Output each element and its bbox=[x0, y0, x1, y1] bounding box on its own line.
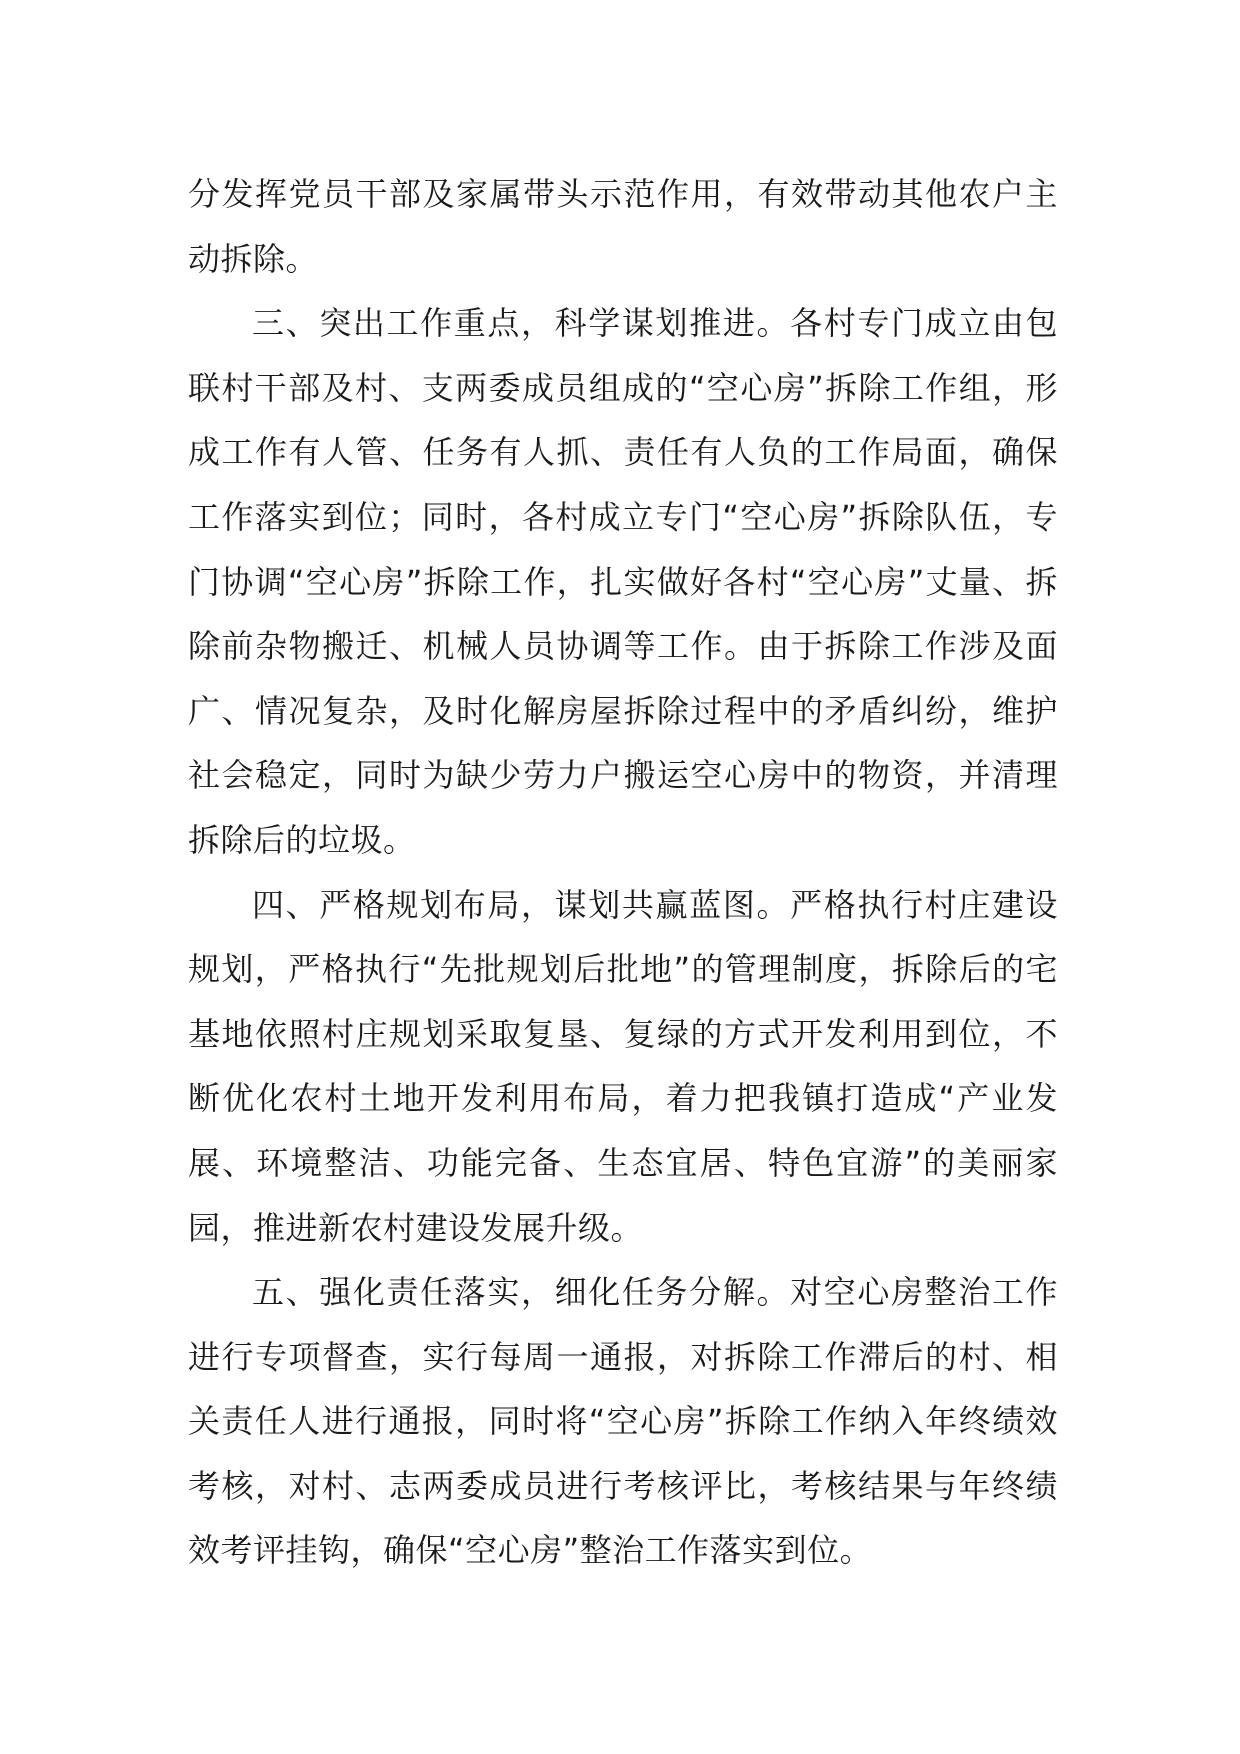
paragraph-continuation: 分发挥党员干部及家属带头示范作用，有效带动其他农户主动拆除。 bbox=[188, 175, 1058, 278]
paragraph-section-three: 三、突出工作重点，科学谋划推进。各村专门成立由包联村干部及村、支两委成员组成的“空心房”拆除工作组，形成工作有人管、任务有人抓、责任有人负的工作局面，确保工作落实到位；同时，各村成立专门“空心房”拆除队伍，专门协调“空心房”拆除工作，扎实做好各村“空心房”丈量、拆除前杂物搬迁、机械人员协调等工作。由于拆除工作涉及面广、情况复杂，及时化解房屋拆除过程中的矛盾纠纷，维护社会稳定，同时为缺少劳力户搬运空心房中的物资，并清理拆除后的垃圾。 bbox=[188, 304, 1058, 859]
paragraph-section-four: 四、严格规划布局，谋划共赢蓝图。严格执行村庄建设规划，严格执行“先批规划后批地”的管理制度，拆除后的宅基地依照村庄规划采取复垦、复绿的方式开发利用到位，不断优化农村土地开发利用布局，着力把我镇打造成“产业发展、环境整洁、功能完备、生态宜居、特色宜游”的美丽家园，推进新农村建设发展升级。 bbox=[188, 885, 1058, 1247]
document-body bbox=[188, 162, 1058, 1583]
paragraph-section-five: 五、强化责任落实，细化任务分解。对空心房整治工作进行专项督查，实行每周一通报，对拆除工作滞后的村、相关责任人进行通报，同时将“空心房”拆除工作纳入年终绩效考核，对村、志两委成员进行考核评比，考核结果与年终绩效考评挂钩，确保“空心房”整治工作落实到位。 bbox=[188, 1273, 1058, 1570]
